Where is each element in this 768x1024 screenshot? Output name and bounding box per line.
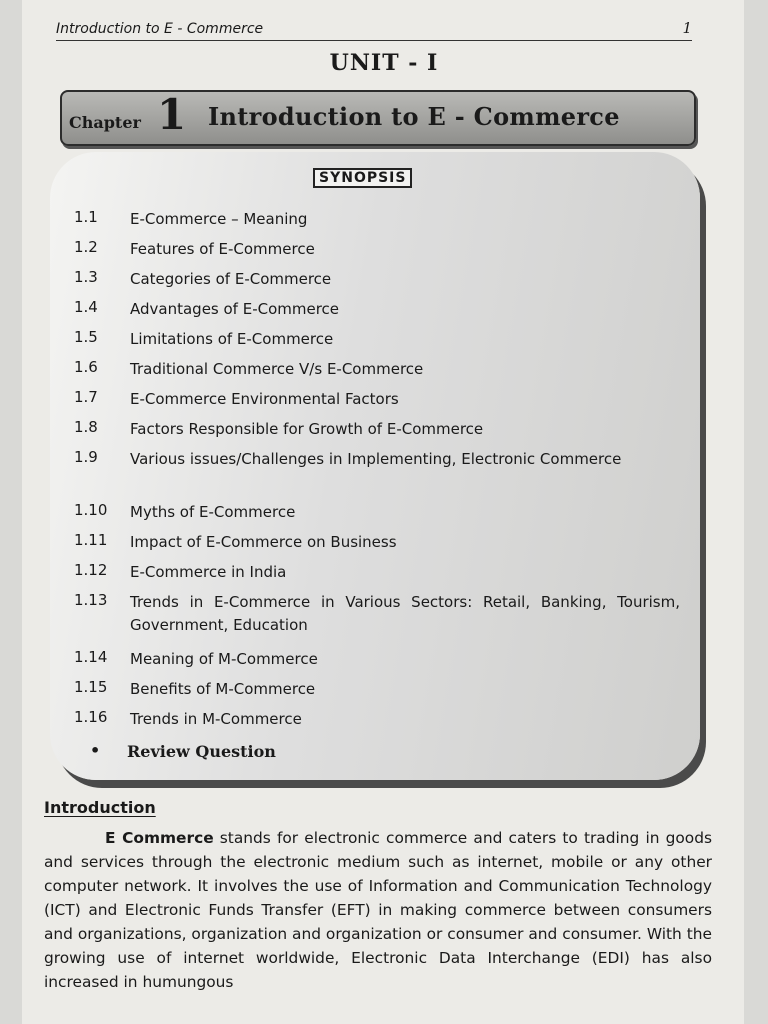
synopsis-entry-number: 1.11: [74, 531, 108, 549]
synopsis-entry-title: Advantages of E-Commerce: [130, 300, 340, 318]
synopsis-entry-number: 1.4: [74, 298, 98, 316]
synopsis-entry-title: Trends in M-Commerce: [130, 710, 302, 728]
chapter-title: Introduction to E - Commerce: [208, 102, 620, 131]
review-question-label: Review Question: [127, 742, 276, 761]
synopsis-entry-number: 1.3: [74, 268, 98, 286]
synopsis-entry-number: 1.10: [74, 501, 108, 519]
synopsis-entry-number: 1.14: [74, 648, 108, 666]
synopsis-entry-number: 1.12: [74, 561, 108, 579]
synopsis-entry-title: Features of E-Commerce: [130, 240, 315, 258]
synopsis-entry-number: 1.5: [74, 328, 98, 346]
synopsis-entry-number: 1.9: [74, 448, 98, 466]
synopsis-entry-title: E-Commerce in India: [130, 563, 287, 581]
synopsis-entry-number: 1.16: [74, 708, 108, 726]
chapter-label: Chapter: [69, 113, 141, 132]
synopsis-box: [50, 152, 700, 780]
synopsis-entry-title: Myths of E-Commerce: [130, 503, 296, 521]
synopsis-list: [50, 152, 700, 780]
synopsis-entry-title: E-Commerce Environmental Factors: [130, 390, 399, 408]
synopsis-entry-title: E-Commerce – Meaning: [130, 210, 308, 228]
introduction-paragraph: [44, 826, 712, 994]
synopsis-entry: [50, 448, 700, 488]
running-title: Introduction to E - Commerce: [56, 21, 264, 37]
synopsis-entry-number: 1.8: [74, 418, 98, 436]
synopsis-entry-title: Trends in E-Commerce in Various Sectors: Retail, Banking, Tourism, Government, Education: [130, 593, 680, 634]
synopsis-entry-title: Traditional Commerce V/s E-Commerce: [130, 360, 424, 378]
page-number: 1: [682, 19, 692, 37]
synopsis-entry-title: Impact of E-Commerce on Business: [130, 533, 397, 551]
introduction-heading: Introduction: [44, 798, 156, 817]
synopsis-entry-number: 1.2: [74, 238, 98, 256]
chapter-banner: [60, 90, 696, 146]
synopsis-entry-title: Meaning of M-Commerce: [130, 650, 318, 668]
running-header: [56, 14, 692, 41]
synopsis-entry-title: Benefits of M-Commerce: [130, 680, 316, 698]
introduction-lead-term: E Commerce: [105, 829, 214, 847]
synopsis-entry-title: Factors Responsible for Growth of E-Commerce: [130, 420, 484, 438]
synopsis-label: SYNOPSIS: [313, 168, 412, 188]
bullet-icon: •: [90, 741, 101, 760]
synopsis-entry-number: 1.15: [74, 678, 108, 696]
synopsis-entry-number: 1.6: [74, 358, 98, 376]
synopsis-entry-title: Categories of E-Commerce: [130, 270, 332, 288]
synopsis-entry-number: 1.7: [74, 388, 98, 406]
synopsis-entry-number: 1.13: [74, 591, 108, 609]
synopsis-entry-title: Various issues/Challenges in Implementing, Electronic Commerce: [130, 450, 622, 468]
synopsis-entry-title: Limitations of E-Commerce: [130, 330, 334, 348]
introduction-body: stands for electronic commerce and caters to trading in goods and services through the electronic medium such as internet, mobile or any other computer network. It involves the use of Information and Communication Technology (ICT) and Electronic Funds Transfer (EFT) in making commerce between consumers and organizations, organization and organization or consumer and consumer. With the growing use of internet worldwide, Electronic Data Interchange (EDI) has also increased in humungous: [44, 829, 713, 991]
synopsis-entry: [50, 591, 700, 634]
chapter-number: 1: [157, 90, 187, 139]
unit-title: UNIT - I: [329, 50, 439, 76]
synopsis-entry-number: 1.1: [74, 208, 98, 226]
